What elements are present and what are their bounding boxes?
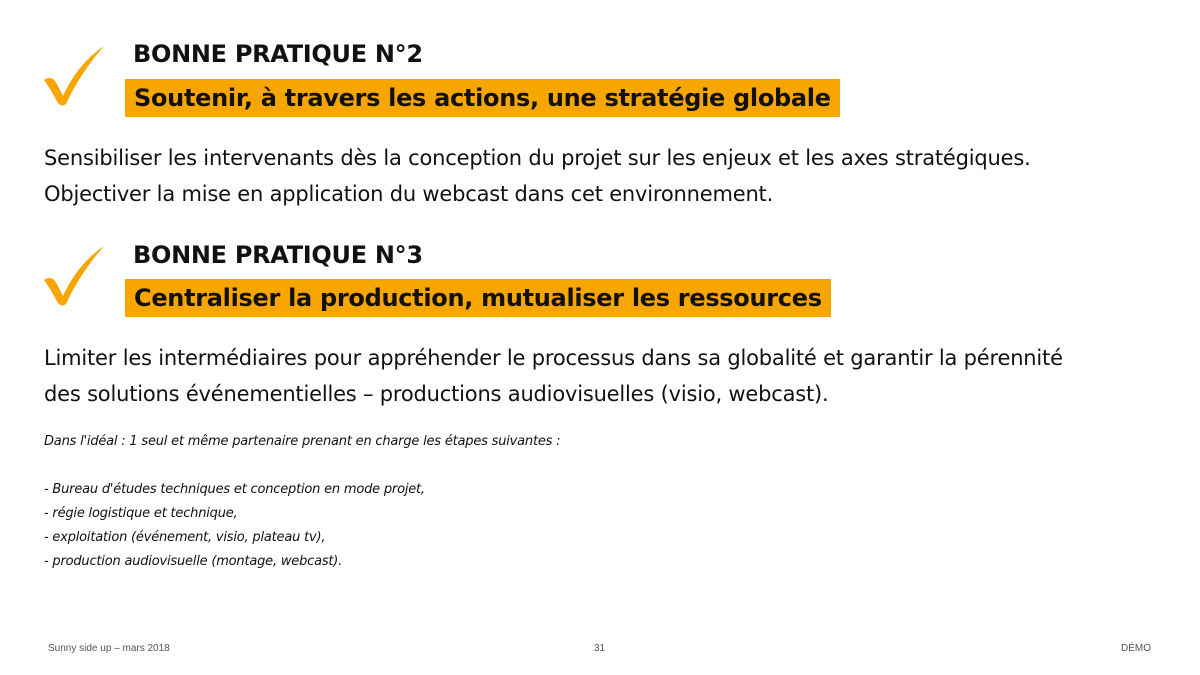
checkmark-icon	[38, 240, 108, 310]
notes-item: - exploitation (événement, visio, plateau tv),	[44, 530, 326, 545]
notes-item: - production audiovisuelle (montage, webcast).	[44, 554, 343, 569]
practice-3-subtitle: Centraliser la production, mutualiser les ressources	[125, 279, 831, 317]
notes-item: - régie logistique et technique,	[44, 506, 238, 521]
checkmark-icon	[38, 40, 108, 110]
practice-2-body-line-2: Objectiver la mise en application du webcast dans cet environnement.	[44, 182, 774, 206]
practice-2-title: BONNE PRATIQUE N°2	[133, 40, 423, 68]
practice-3-title: BONNE PRATIQUE N°3	[133, 241, 423, 269]
practice-3-body-line-1: Limiter les intermédiaires pour appréhender le processus dans sa globalité et garantir la pérennité	[44, 346, 1063, 370]
page-number: 31	[594, 643, 606, 654]
notes-item: - Bureau d'études techniques et conception en mode projet,	[44, 482, 425, 497]
practice-3-body-line-2: des solutions événementielles – productions audiovisuelles (visio, webcast).	[44, 382, 829, 406]
notes-list	[44, 430, 560, 574]
practice-2-subtitle: Soutenir, à travers les actions, une stratégie globale	[125, 79, 840, 117]
footer-left: Sunny side up – mars 2018	[48, 643, 170, 654]
notes-intro: Dans l'idéal : 1 seul et même partenaire prenant en charge les étapes suivantes :	[44, 434, 561, 449]
practice-2-body-line-1: Sensibiliser les intervenants dès la conception du projet sur les enjeux et les axes stratégiques.	[44, 146, 1031, 170]
footer-right: DÉMO	[1121, 643, 1151, 654]
practice-3-body	[44, 340, 1063, 412]
practice-2-body	[44, 140, 1031, 212]
